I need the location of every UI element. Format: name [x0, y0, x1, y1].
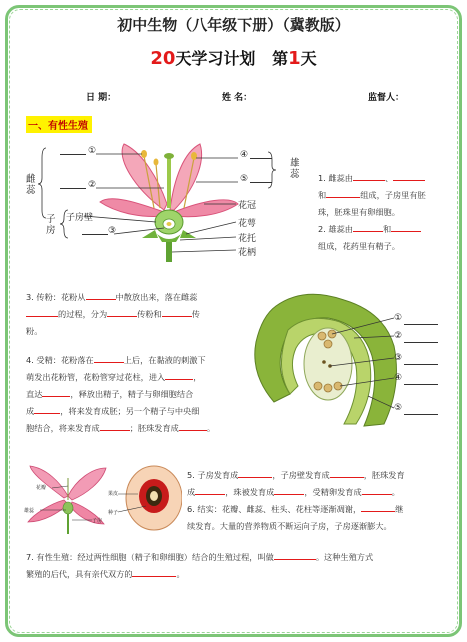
q4-text-h: ，将来发育成胚；另一个精子与中央细	[60, 406, 200, 416]
ovary-label: 子房	[46, 214, 56, 236]
fruit-formation-diagram	[22, 464, 182, 534]
ovule-blank-1	[404, 324, 438, 325]
q1-blank-2[interactable]	[393, 170, 425, 181]
q6-text-c: 续发育。大量的营养物质不断运向子房，子房逐渐膨大。	[187, 521, 392, 531]
supervisor-field: 监督人：	[368, 93, 405, 103]
q2-text-c: 组成，花药里有精子。	[318, 241, 400, 251]
question-6	[187, 501, 441, 535]
q1-text-e: 珠，胚珠里有卵细胞。	[318, 207, 400, 217]
flower-illustration	[24, 138, 314, 262]
q7-text-c: 繁殖的后代，具有亲代双方的	[26, 569, 133, 579]
q5-text-g: 。	[391, 487, 400, 497]
ovule-blank-3	[404, 364, 438, 365]
q4-text-e: 直达	[26, 389, 43, 399]
q3-text-f: 粉。	[26, 326, 43, 336]
q6-text-a: 6. 结实：花瓣、雌蕊、柱头、花柱等逐渐凋谢，	[187, 504, 362, 514]
q1-text-b: 、	[384, 173, 394, 183]
q3-text-b: 中散放出来，落在雌蕊	[115, 292, 198, 302]
q1-text-a: 1. 雌蕊由	[318, 173, 353, 183]
ovule-blank-4	[404, 384, 438, 385]
q4-blank-4[interactable]	[34, 403, 60, 414]
q4-text-f: ，释放出精子，精子与卵细胞结合	[70, 389, 194, 399]
q5-text-c: ，胚珠发育	[363, 470, 405, 480]
corolla-label: 花冠	[238, 201, 257, 211]
flower-blank-5	[250, 182, 272, 183]
q7-text-a: 7. 有性生殖：经过两性细胞（精子和卵细胞）结合的生殖过程，叫做	[26, 552, 274, 562]
flower-structure-diagram	[24, 138, 314, 262]
plan-number: 20	[150, 48, 176, 69]
ovule-structure-diagram	[244, 286, 444, 436]
q5-blank-5[interactable]	[362, 484, 392, 495]
question-2	[318, 221, 448, 255]
q4-blank-1[interactable]	[94, 352, 124, 363]
q5-text-b: ，子房壁发育成	[272, 470, 330, 480]
day-suffix: 天	[300, 49, 317, 68]
question-3	[26, 289, 240, 340]
fruit-ovary-label: 子房	[92, 518, 103, 524]
q1-text-d: 组成，子房里有胚	[360, 190, 426, 200]
q2-text-b: 和	[382, 224, 392, 234]
question-4	[26, 352, 240, 437]
q5-blank-3[interactable]	[195, 484, 225, 495]
q7-text-d: 。	[176, 569, 185, 579]
q4-text-c: 萌发出花粉管，花粉管穿过花柱，进入	[26, 372, 166, 382]
q3-blank-4[interactable]	[162, 306, 192, 317]
question-7	[26, 549, 442, 583]
q4-text-g: 成	[26, 406, 35, 416]
fruit-petal-label: 花瓣	[36, 485, 47, 491]
study-plan-heading	[0, 46, 467, 69]
q2-blank-2[interactable]	[391, 221, 421, 232]
q4-text-k: 。	[206, 423, 216, 433]
q5-text-e: ，珠被发育成	[225, 487, 275, 497]
ovary-wall-label: 子房壁	[66, 213, 94, 223]
section-title: 一、有性生殖	[26, 116, 92, 133]
question-1	[318, 170, 448, 221]
q5-text-a: 5. 子房发育成	[187, 470, 239, 480]
flower-blank-4	[250, 158, 272, 159]
q1-text-c: 和	[318, 190, 327, 200]
q3-blank-2[interactable]	[26, 306, 58, 317]
flower-num-4: ④	[240, 150, 249, 160]
flower-blank-2	[60, 188, 86, 189]
flower-num-3: ③	[108, 226, 117, 236]
q4-blank-3[interactable]	[42, 386, 70, 397]
q4-text-b: 上后，在黏液的刺激下	[123, 355, 206, 365]
ovule-num-3: ③	[394, 353, 403, 363]
flower-num-2: ②	[88, 180, 97, 190]
q7-blank-1[interactable]	[274, 549, 316, 560]
plan-text: 天学习计划	[175, 49, 256, 68]
fruit-seed-label: 种子	[108, 510, 119, 516]
q1-blank-1[interactable]	[353, 170, 385, 181]
fruit-stamen-label: 雄蕊	[24, 508, 35, 514]
ovule-blank-5	[404, 414, 438, 415]
q4-text-i: 胞结合，将来发育成	[26, 423, 100, 433]
q3-blank-1[interactable]	[86, 289, 116, 300]
day-prefix: 第	[272, 49, 289, 68]
q5-blank-2[interactable]	[330, 467, 364, 478]
q3-text-c: 的过程，分为	[58, 309, 108, 319]
q4-text-a: 4. 受精：花粉落在	[26, 355, 94, 365]
flower-blank-1	[60, 154, 86, 155]
q6-text-b: 继	[395, 504, 404, 514]
q3-text-a: 3. 传粉：花粉从	[26, 292, 86, 302]
fruit-pericarp-label: 果皮	[108, 491, 119, 497]
q3-blank-3[interactable]	[107, 306, 137, 317]
worksheet-title: 初中生物（八年级下册）（冀教版）	[117, 16, 350, 34]
q4-blank-5[interactable]	[100, 420, 130, 431]
q5-blank-4[interactable]	[274, 484, 304, 495]
q2-blank-1[interactable]	[353, 221, 383, 232]
q4-text-d: ，	[193, 372, 202, 382]
question-5	[187, 467, 441, 501]
day-number: 1	[288, 48, 301, 69]
q1-blank-3[interactable]	[326, 187, 360, 198]
flower-blank-3	[82, 234, 108, 235]
q7-text-b: 。这种生殖方式	[315, 552, 374, 562]
q5-blank-1[interactable]	[238, 467, 272, 478]
flower-num-5: ⑤	[240, 174, 249, 184]
q3-text-e: 传	[191, 309, 200, 319]
name-field: 姓 名：	[222, 93, 253, 103]
q5-text-d: 成	[187, 487, 196, 497]
q6-blank-1[interactable]	[361, 501, 395, 512]
q5-text-f: ，受精卵发育成	[304, 487, 362, 497]
date-field: 日 期：	[86, 93, 117, 103]
q7-blank-2[interactable]	[132, 566, 176, 577]
pistil-label: 雌蕊	[26, 174, 36, 196]
ovule-num-2: ②	[394, 331, 403, 341]
receptacle-label: 花托	[238, 234, 257, 244]
stamen-label: 雄蕊	[290, 158, 300, 180]
q4-blank-2[interactable]	[165, 369, 193, 380]
ovule-num-5: ⑤	[394, 403, 403, 413]
flower-num-1: ①	[88, 146, 97, 156]
q4-blank-6[interactable]	[179, 420, 207, 431]
ovule-num-1: ①	[394, 313, 403, 323]
q4-text-j: ；胚珠发育成	[129, 423, 179, 433]
pedicel-label: 花柄	[238, 248, 257, 258]
q2-text-a: 2. 雄蕊由	[318, 224, 353, 234]
sepal-label: 花萼	[238, 219, 257, 229]
ovule-num-4: ④	[394, 373, 403, 383]
q3-text-d: 传粉和	[137, 309, 162, 319]
ovule-blank-2	[404, 342, 438, 343]
